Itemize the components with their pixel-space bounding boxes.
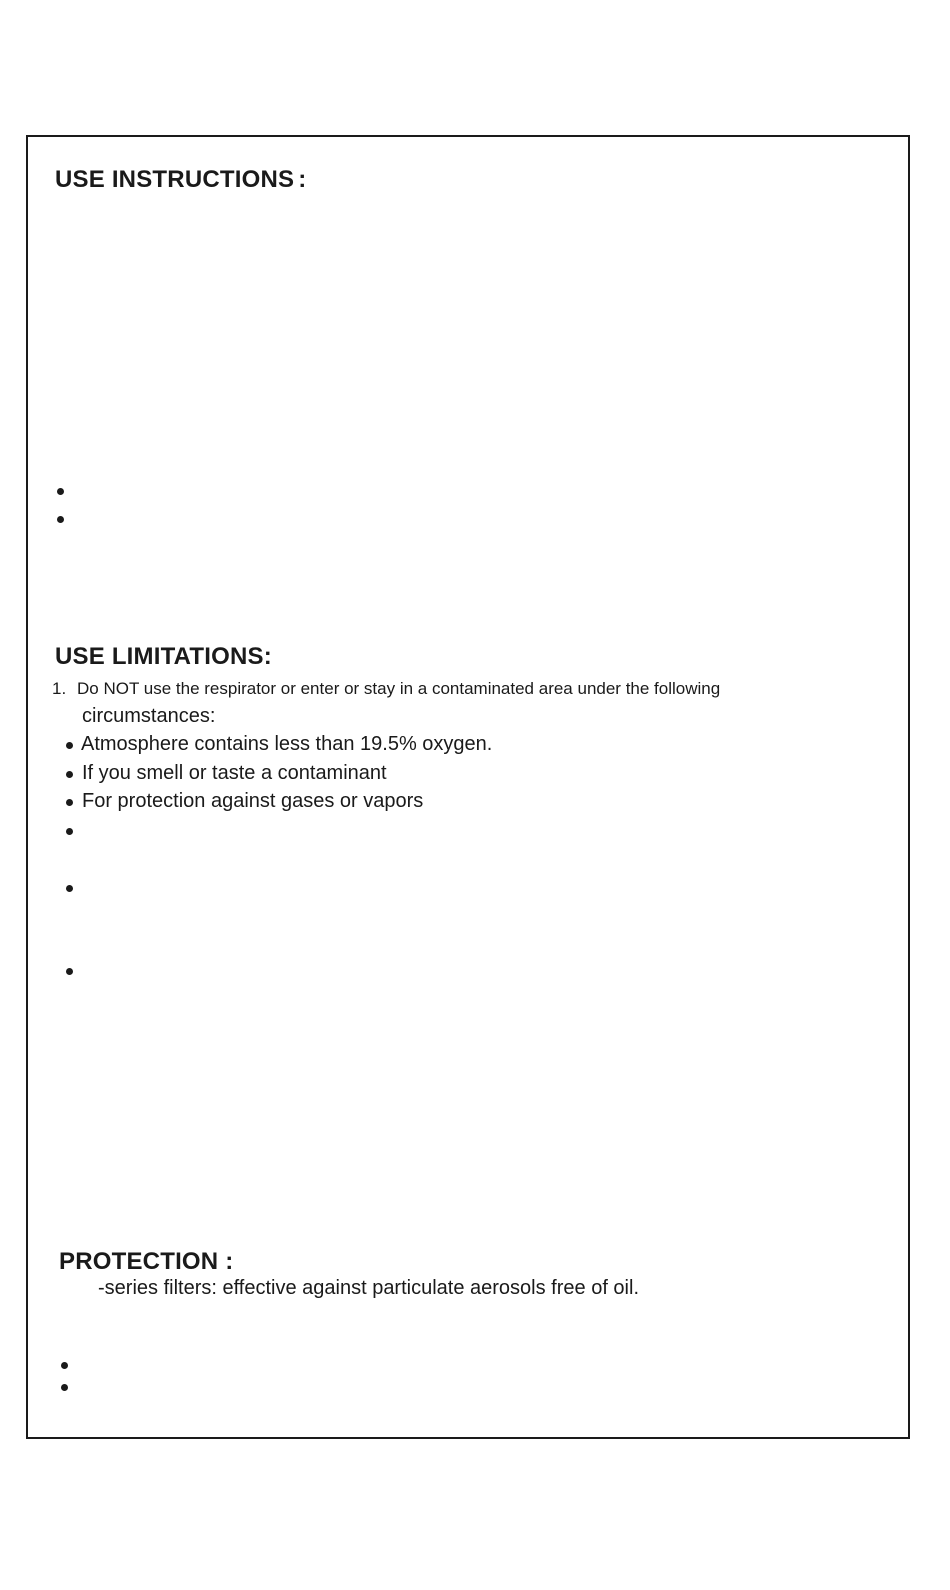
protection-line-1: -series filters: effective against particulate aerosols free of oil. — [98, 1277, 639, 1299]
bullet-icon — [66, 968, 73, 975]
use-instructions-heading — [55, 166, 306, 194]
bullet-icon — [66, 885, 73, 892]
bullet-icon — [61, 1384, 68, 1391]
use-instructions-title: USE INSTRUCTIONS — [55, 166, 295, 193]
bullet-icon — [57, 488, 64, 495]
bullet-icon — [57, 516, 64, 523]
limitation-bullet-gases: For protection against gases or vapors — [82, 790, 424, 812]
bullet-icon — [61, 1362, 68, 1369]
limitation-item-1-line-2: circumstances: — [82, 705, 216, 727]
document-frame — [26, 135, 910, 1439]
limitation-item-1-line-1: Do NOT use the respirator or enter or stay in a contaminated area under the following — [77, 679, 721, 698]
bullet-icon — [66, 799, 73, 806]
limitation-item-1-number: 1. — [52, 679, 67, 698]
limitation-bullet-smell: If you smell or taste a contaminant — [82, 762, 387, 784]
bullet-icon — [66, 771, 73, 778]
limitation-bullet-oxygen: Atmosphere contains less than 19.5% oxygen. — [81, 733, 493, 755]
use-instructions-colon: : — [298, 166, 307, 193]
use-limitations-heading: USE LIMITATIONS: — [55, 643, 272, 670]
bullet-icon — [66, 828, 73, 835]
bullet-icon — [66, 742, 73, 749]
protection-heading: PROTECTION : — [59, 1248, 234, 1275]
